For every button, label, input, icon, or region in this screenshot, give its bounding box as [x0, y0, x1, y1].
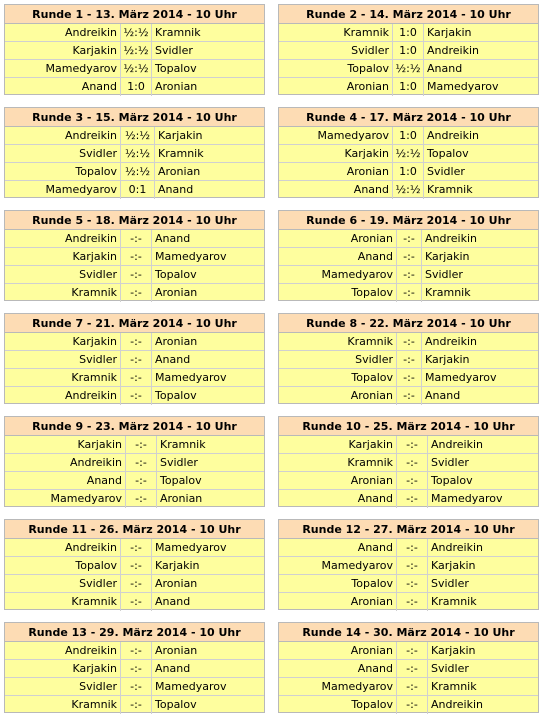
black-player: Karjakin: [158, 129, 203, 142]
black-player: Mamedyarov: [155, 680, 227, 693]
round-table: [278, 107, 539, 198]
round-table: [4, 4, 265, 95]
white-player: Andreikin: [5, 24, 121, 41]
game-result: 1:0: [393, 24, 424, 41]
white-player: Anand: [5, 78, 121, 96]
round-table: [278, 416, 539, 507]
white-player: Aronian: [279, 163, 393, 180]
white-player: Svidler: [5, 145, 121, 162]
black-player: Kramnik: [158, 147, 204, 160]
white-player: Svidler: [5, 575, 121, 592]
game-row: [279, 472, 538, 490]
round-title: Runde 4 - 17. März 2014 - 10 Uhr: [279, 108, 538, 127]
round-table: [4, 416, 265, 507]
game-row: [279, 387, 538, 405]
black-player: Kramnik: [427, 183, 473, 196]
game-row: [279, 660, 538, 678]
game-result: ½:½: [121, 145, 155, 162]
white-player: Aronian: [279, 387, 397, 405]
black-player: Aronian: [155, 286, 198, 299]
game-result: 0:1: [121, 181, 155, 199]
game-result: ½:½: [121, 24, 152, 41]
game-result: -:-: [121, 387, 152, 405]
game-result: -:-: [121, 557, 152, 574]
game-row: [5, 593, 264, 611]
black-player: Topalov: [155, 698, 197, 711]
game-result: -:-: [121, 696, 152, 714]
black-player: Svidler: [425, 268, 463, 281]
black-player: Andreikin: [431, 541, 483, 554]
white-player: Karjakin: [279, 145, 393, 162]
white-player: Topalov: [279, 60, 393, 77]
game-result: -:-: [121, 593, 152, 611]
game-result: -:-: [126, 472, 157, 489]
game-row: [5, 369, 264, 387]
game-result: -:-: [397, 660, 428, 677]
game-row: [279, 181, 538, 199]
game-result: -:-: [121, 248, 152, 265]
game-result: ½:½: [121, 42, 152, 59]
black-player: Andreikin: [425, 232, 477, 245]
white-player: Topalov: [279, 575, 397, 592]
game-row: [5, 230, 264, 248]
game-row: [279, 163, 538, 181]
game-result: -:-: [397, 575, 428, 592]
game-row: [5, 284, 264, 302]
game-row: [279, 696, 538, 714]
black-player: Kramnik: [425, 286, 471, 299]
white-player: Mamedyarov: [279, 678, 397, 695]
white-player: Andreikin: [5, 127, 121, 144]
black-player: Kramnik: [431, 680, 477, 693]
white-player: Aronian: [279, 78, 393, 96]
game-result: 1:0: [393, 127, 424, 144]
game-row: [279, 333, 538, 351]
black-player: Topalov: [427, 147, 469, 160]
game-result: 1:0: [393, 78, 424, 96]
round-table: [278, 313, 539, 404]
black-player: Mamedyarov: [155, 250, 227, 263]
black-player: Aronian: [160, 492, 203, 505]
game-result: -:-: [121, 369, 152, 386]
game-row: [5, 557, 264, 575]
black-player: Mamedyarov: [155, 541, 227, 554]
black-player: Andreikin: [427, 129, 479, 142]
game-result: -:-: [397, 248, 422, 265]
game-result: ½:½: [121, 163, 155, 180]
game-result: -:-: [397, 266, 422, 283]
round-title: Runde 9 - 23. März 2014 - 10 Uhr: [5, 417, 264, 436]
game-row: [5, 436, 264, 454]
game-row: [279, 266, 538, 284]
black-player: Anand: [425, 389, 461, 402]
game-row: [279, 557, 538, 575]
game-result: ½:½: [393, 60, 424, 77]
white-player: Anand: [279, 490, 397, 508]
white-player: Karjakin: [5, 42, 121, 59]
black-player: Topalov: [155, 389, 197, 402]
round-table: [278, 519, 539, 610]
white-player: Anand: [279, 181, 393, 199]
game-row: [279, 284, 538, 302]
game-result: -:-: [397, 436, 428, 453]
black-player: Svidler: [160, 456, 198, 469]
white-player: Kramnik: [279, 454, 397, 471]
black-player: Karjakin: [427, 26, 472, 39]
black-player: Mamedyarov: [427, 80, 499, 93]
black-player: Anand: [158, 183, 194, 196]
white-player: Anand: [279, 248, 397, 265]
white-player: Mamedyarov: [5, 60, 121, 77]
black-player: Aronian: [155, 577, 198, 590]
black-player: Anand: [427, 62, 463, 75]
white-player: Kramnik: [5, 284, 121, 302]
game-row: [5, 145, 264, 163]
white-player: Mamedyarov: [5, 181, 121, 199]
game-row: [5, 248, 264, 266]
white-player: Aronian: [279, 593, 397, 611]
black-player: Svidler: [155, 44, 193, 57]
game-result: -:-: [397, 284, 422, 302]
game-result: -:-: [121, 351, 152, 368]
game-result: -:-: [121, 642, 152, 659]
white-player: Kramnik: [279, 333, 397, 350]
game-row: [5, 78, 264, 96]
black-player: Karjakin: [425, 250, 470, 263]
white-player: Andreikin: [5, 230, 121, 247]
game-row: [5, 127, 264, 145]
game-row: [279, 539, 538, 557]
white-player: Andreikin: [5, 387, 121, 405]
white-player: Topalov: [279, 284, 397, 302]
game-row: [5, 696, 264, 714]
game-row: [279, 678, 538, 696]
round-table: [4, 313, 265, 404]
white-player: Anand: [279, 660, 397, 677]
game-row: [279, 127, 538, 145]
game-result: -:-: [126, 436, 157, 453]
game-result: -:-: [121, 539, 152, 556]
white-player: Anand: [5, 472, 126, 489]
game-result: -:-: [126, 490, 157, 508]
game-row: [279, 248, 538, 266]
round-table: [4, 210, 265, 301]
round-title: Runde 12 - 27. März 2014 - 10 Uhr: [279, 520, 538, 539]
white-player: Aronian: [279, 642, 397, 659]
white-player: Kramnik: [5, 696, 121, 714]
game-row: [279, 24, 538, 42]
black-player: Svidler: [431, 456, 469, 469]
game-result: -:-: [397, 351, 422, 368]
white-player: Svidler: [5, 351, 121, 368]
game-result: -:-: [397, 369, 422, 386]
game-result: -:-: [397, 593, 428, 611]
white-player: Topalov: [279, 696, 397, 714]
round-title: Runde 3 - 15. März 2014 - 10 Uhr: [5, 108, 264, 127]
black-player: Anand: [155, 662, 191, 675]
white-player: Karjakin: [5, 333, 121, 350]
game-row: [5, 387, 264, 405]
game-result: -:-: [121, 284, 152, 302]
round-title: Runde 13 - 29. März 2014 - 10 Uhr: [5, 623, 264, 642]
black-player: Svidler: [427, 165, 465, 178]
white-player: Svidler: [279, 351, 397, 368]
game-row: [279, 436, 538, 454]
game-row: [5, 181, 264, 199]
game-result: ½:½: [393, 181, 424, 199]
game-result: -:-: [397, 387, 422, 405]
game-row: [5, 490, 264, 508]
round-title: Runde 10 - 25. März 2014 - 10 Uhr: [279, 417, 538, 436]
game-result: 1:0: [121, 78, 152, 96]
game-row: [5, 660, 264, 678]
game-result: -:-: [121, 575, 152, 592]
game-row: [5, 539, 264, 557]
game-row: [5, 351, 264, 369]
white-player: Mamedyarov: [279, 127, 393, 144]
white-player: Karjakin: [279, 436, 397, 453]
game-result: ½:½: [121, 127, 155, 144]
black-player: Kramnik: [155, 26, 201, 39]
game-row: [5, 266, 264, 284]
white-player: Topalov: [5, 557, 121, 574]
white-player: Andreikin: [5, 539, 121, 556]
black-player: Svidler: [431, 662, 469, 675]
round-title: Runde 2 - 14. März 2014 - 10 Uhr: [279, 5, 538, 24]
game-result: -:-: [397, 230, 422, 247]
white-player: Svidler: [5, 678, 121, 695]
black-player: Topalov: [160, 474, 202, 487]
black-player: Anand: [155, 353, 191, 366]
white-player: Karjakin: [5, 436, 126, 453]
game-row: [5, 454, 264, 472]
round-title: Runde 14 - 30. März 2014 - 10 Uhr: [279, 623, 538, 642]
black-player: Aronian: [155, 644, 198, 657]
game-row: [279, 230, 538, 248]
white-player: Anand: [279, 539, 397, 556]
game-row: [5, 24, 264, 42]
game-row: [5, 333, 264, 351]
round-title: Runde 5 - 18. März 2014 - 10 Uhr: [5, 211, 264, 230]
white-player: Aronian: [279, 472, 397, 489]
white-player: Andreikin: [5, 454, 126, 471]
black-player: Topalov: [155, 268, 197, 281]
black-player: Kramnik: [160, 438, 206, 451]
round-table: [4, 107, 265, 198]
round-title: Runde 11 - 26. März 2014 - 10 Uhr: [5, 520, 264, 539]
game-row: [5, 163, 264, 181]
game-result: -:-: [397, 333, 422, 350]
round-table: [278, 4, 539, 95]
round-table: [278, 210, 539, 301]
black-player: Andreikin: [427, 44, 479, 57]
white-player: Kramnik: [5, 369, 121, 386]
round-table: [4, 519, 265, 610]
game-result: -:-: [397, 472, 428, 489]
white-player: Mamedyarov: [5, 490, 126, 508]
round-title: Runde 7 - 21. März 2014 - 10 Uhr: [5, 314, 264, 333]
black-player: Anand: [155, 595, 191, 608]
black-player: Andreikin: [431, 698, 483, 711]
white-player: Svidler: [5, 266, 121, 283]
black-player: Karjakin: [431, 644, 476, 657]
round-title: Runde 6 - 19. März 2014 - 10 Uhr: [279, 211, 538, 230]
black-player: Topalov: [431, 474, 473, 487]
black-player: Mamedyarov: [155, 371, 227, 384]
round-table: [278, 622, 539, 713]
game-result: -:-: [121, 678, 152, 695]
game-result: -:-: [397, 454, 428, 471]
white-player: Topalov: [5, 163, 121, 180]
game-result: ½:½: [393, 145, 424, 162]
game-result: -:-: [397, 678, 428, 695]
black-player: Kramnik: [431, 595, 477, 608]
game-result: 1:0: [393, 163, 424, 180]
black-player: Karjakin: [155, 559, 200, 572]
white-player: Svidler: [279, 42, 393, 59]
game-result: -:-: [121, 230, 152, 247]
game-result: ½:½: [121, 60, 152, 77]
white-player: Karjakin: [5, 660, 121, 677]
black-player: Karjakin: [425, 353, 470, 366]
white-player: Topalov: [279, 369, 397, 386]
game-row: [5, 642, 264, 660]
game-result: -:-: [121, 660, 152, 677]
game-row: [279, 454, 538, 472]
black-player: Mamedyarov: [425, 371, 497, 384]
white-player: Mamedyarov: [279, 557, 397, 574]
game-result: -:-: [397, 539, 428, 556]
game-row: [279, 351, 538, 369]
game-result: -:-: [121, 333, 152, 350]
black-player: Topalov: [155, 62, 197, 75]
white-player: Kramnik: [279, 24, 393, 41]
game-row: [279, 642, 538, 660]
round-title: Runde 1 - 13. März 2014 - 10 Uhr: [5, 5, 264, 24]
white-player: Karjakin: [5, 248, 121, 265]
black-player: Anand: [155, 232, 191, 245]
game-row: [5, 60, 264, 78]
game-result: -:-: [126, 454, 157, 471]
black-player: Aronian: [158, 165, 201, 178]
game-result: -:-: [397, 642, 428, 659]
game-row: [279, 145, 538, 163]
black-player: Andreikin: [425, 335, 477, 348]
game-result: 1:0: [393, 42, 424, 59]
game-result: -:-: [397, 490, 428, 508]
game-row: [5, 42, 264, 60]
game-row: [279, 490, 538, 508]
game-result: -:-: [121, 266, 152, 283]
game-row: [5, 575, 264, 593]
white-player: Aronian: [279, 230, 397, 247]
round-table: [4, 622, 265, 713]
game-row: [279, 593, 538, 611]
game-row: [279, 60, 538, 78]
white-player: Andreikin: [5, 642, 121, 659]
white-player: Kramnik: [5, 593, 121, 611]
game-row: [279, 78, 538, 96]
round-title: Runde 8 - 22. März 2014 - 10 Uhr: [279, 314, 538, 333]
black-player: Aronian: [155, 335, 198, 348]
black-player: Aronian: [155, 80, 198, 93]
black-player: Mamedyarov: [431, 492, 503, 505]
game-row: [5, 472, 264, 490]
black-player: Svidler: [431, 577, 469, 590]
game-row: [279, 369, 538, 387]
game-row: [279, 42, 538, 60]
game-row: [5, 678, 264, 696]
black-player: Karjakin: [431, 559, 476, 572]
black-player: Andreikin: [431, 438, 483, 451]
game-row: [279, 575, 538, 593]
white-player: Mamedyarov: [279, 266, 397, 283]
game-result: -:-: [397, 696, 428, 714]
game-result: -:-: [397, 557, 428, 574]
